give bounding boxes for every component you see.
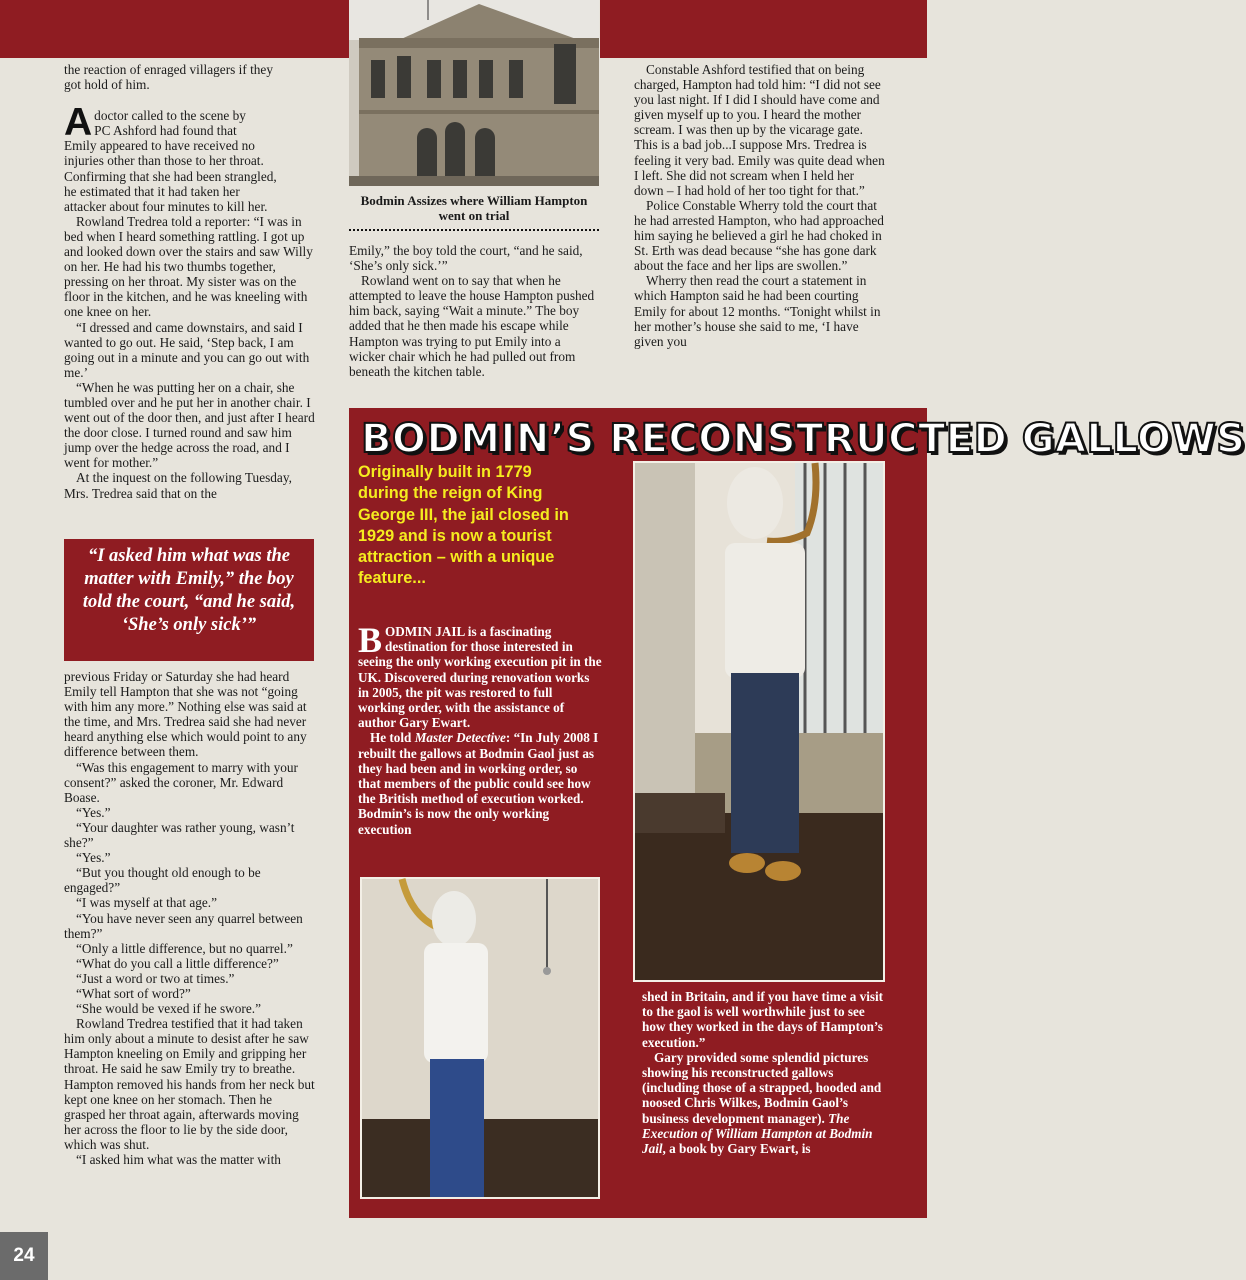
paragraph: previous Friday or Saturday she had heard Emily tell Hampton that she was not “going with him any more.” Nothing else was said at the time, and Mrs. Tredrea said she had never heard anything else which would point to any difference between them. <box>64 669 307 760</box>
text-run: He told <box>370 730 415 746</box>
paragraph: “I was myself at that age.” <box>76 895 218 911</box>
caption-divider <box>349 229 599 231</box>
text-line: the reaction of enraged villagers if they <box>64 62 273 77</box>
paragraph: “Your daughter was rather young, wasn’t she?” <box>64 819 295 851</box>
paragraph: “Yes.” <box>76 804 111 820</box>
paragraph <box>358 730 602 836</box>
text-line: he estimated that it had taken her <box>64 183 240 199</box>
text-line: PC Ashford had found that <box>94 123 237 139</box>
sidebar-intro: Originally built in 1779 during the reign of King George III, the jail closed in 1929 and is now a tourist attraction – with a unique feature... <box>358 463 569 588</box>
page-number: 24 <box>0 1232 48 1280</box>
text-line: Confirming that she had been strangled, <box>64 168 277 184</box>
gallows-photo-back <box>360 877 600 1199</box>
sidebar-body-1 <box>358 620 602 837</box>
column-2 <box>349 243 597 379</box>
paragraph: “Yes.” <box>76 850 111 866</box>
text-line: injuries other than those to her throat. <box>64 153 264 169</box>
text-run: : “In July 2008 I rebuilt the gallows at Bodmin Gaol just as they had been and in working order, so that members of the public could see how the British method of execution worked. Bodmin’s is now the only working execution <box>358 730 599 837</box>
text-line: doctor called to the scene by <box>94 108 246 124</box>
paragraph: “What sort of word?” <box>76 985 191 1001</box>
paragraph: Constable Ashford testified that on being charged, Hampton had told him: “I did not see you last night. If I did I should have come and given myself up to you. I heard the mother scream. I was then up by the vicarage gate. This is a bad job...I suppose Mrs. Tredrea is feeling it very bad. Emily was quite dead when I left. She did not scream when I held her down – I had hold of her too tight for that.” <box>634 62 885 198</box>
text-line: Emily appeared to have received no <box>64 138 255 154</box>
pull-quote: “I asked him what was the matter with Emily,” the boy told the court, “and he said, ‘She’s only sick’” <box>64 539 314 661</box>
paragraph: “What do you call a little difference?” <box>76 955 279 971</box>
gallows-photo-standing <box>633 461 885 982</box>
drop-cap: A <box>64 101 93 145</box>
drop-paragraph <box>64 101 316 214</box>
sidebar-body-2 <box>642 989 884 1156</box>
paragraph: “Just a word or two at times.” <box>76 970 235 986</box>
sidebar-headline: BODMIN’S RECONSTRUCTED GALLOWS <box>361 416 1246 462</box>
gallows-sidebar <box>349 408 1246 1218</box>
text-run-italic: The Execution of William Hampton at Bodmin Jail <box>642 1110 873 1157</box>
text-run-italic: Master Detective <box>414 730 506 746</box>
paragraph: “I dressed and came downstairs, and said I wanted to go out. He said, ‘Step back, I am going out in a minute and you can go out with me.’ <box>64 319 310 380</box>
paragraph: Wherry then read the court a statement in which Hampton said he had been courting Emily for about 12 months. “Tonight whilst in her mother’s house she said to me, ‘I have given you <box>634 273 881 349</box>
text-line: got hold of him. <box>64 77 150 93</box>
paragraph: Police Constable Wherry told the court that he had arrested Hampton, who had approached him saying he believed a girl he had choked in St. Erth was dead because “she has gone dark about the face and her lips are swollen.” <box>634 197 884 274</box>
paragraph <box>642 1050 884 1156</box>
paragraph: “Was this engagement to marry with your consent?” asked the coroner, Mr. Edward Boase. <box>64 759 298 805</box>
column-1-bottom <box>64 669 316 1167</box>
paragraph: At the inquest on the following Tuesday, Mrs. Tredrea said that on the <box>64 470 292 501</box>
column-1-top <box>64 62 316 501</box>
courthouse-photo <box>349 0 599 186</box>
column-3 <box>634 62 886 349</box>
top-banner-right <box>600 0 927 58</box>
drop-cap: B <box>358 620 383 660</box>
photo-caption: Bodmin Assizes where William Hampton went on trial <box>360 193 588 223</box>
paragraph: “Only a little difference, but no quarrel.” <box>76 940 293 956</box>
paragraph: “She would be vexed if he swore.” <box>76 1001 261 1017</box>
paragraph: Rowland Tredrea told a reporter: “I was in bed when I heard something rattling. I got up and looked down over the stairs and saw Willy on her. He had his two thumbs together, pressing on her throat. My sister was on the floor in the kitchen, and he was kneeling with one knee on her. <box>64 213 313 320</box>
paragraph: Emily,” the boy told the court, “and he said, ‘She’s only sick.’” <box>349 243 583 274</box>
paragraph: Rowland went on to say that when he attempted to leave the house Hampton pushed him back, saying “Wait a minute.” The boy added that he then made his escape while Hampton was trying to put Emily into a wicker chair which he had pulled out from beneath the kitchen table. <box>349 273 595 379</box>
paragraph: “But you thought old enough to be engaged?” <box>64 865 261 896</box>
paragraph: “I asked him what was the matter with <box>76 1152 281 1167</box>
text-line: attacker about four minutes to kill her. <box>64 198 268 214</box>
paragraph <box>358 620 602 731</box>
paragraph: Rowland Tredrea testified that it had taken him only about a minute to desist after he saw Hampton kneeling on Emily and gripping her throat. He said he saw Emily try to breathe. Hampton removed his hands from her neck but kept one knee on her stomach. Then he grasped her throat again, afterwards moving her across the floor to lie by the side door, which was shut. <box>64 1016 315 1152</box>
paragraph: shed in Britain, and if you have time a visit to the gaol is well worthwhile just to see how they worked in the days of Hampton’s execution.” <box>642 989 884 1050</box>
text-run: Gary provided some splendid pictures showing his reconstructed gallows (including those of a strapped, hooded and noosed Chris Wilkes, Bodmin Gaol’s business development manager). <box>642 1049 882 1126</box>
text-run: , a book by Gary Ewart, is <box>662 1141 811 1157</box>
top-banner-left <box>0 0 349 58</box>
paragraph-text: ODMIN JAIL is a fascinating destination for those interested in seeing the only working execution pit in the UK. Discovered during renovation works in 2005, the pit was restored to full working order, with the assistance of author Gary Ewart. <box>358 624 602 731</box>
paragraph: “When he was putting her on a chair, she tumbled over and he put her in another chair. I went out of the door then, and just after I heard the door close. I turned round and saw him jump over the hedge across the road, and I went for mother.” <box>64 379 315 471</box>
paragraph: “You have never seen any quarrel between them?” <box>64 910 303 941</box>
sidebar-headline-clip <box>349 408 1246 468</box>
